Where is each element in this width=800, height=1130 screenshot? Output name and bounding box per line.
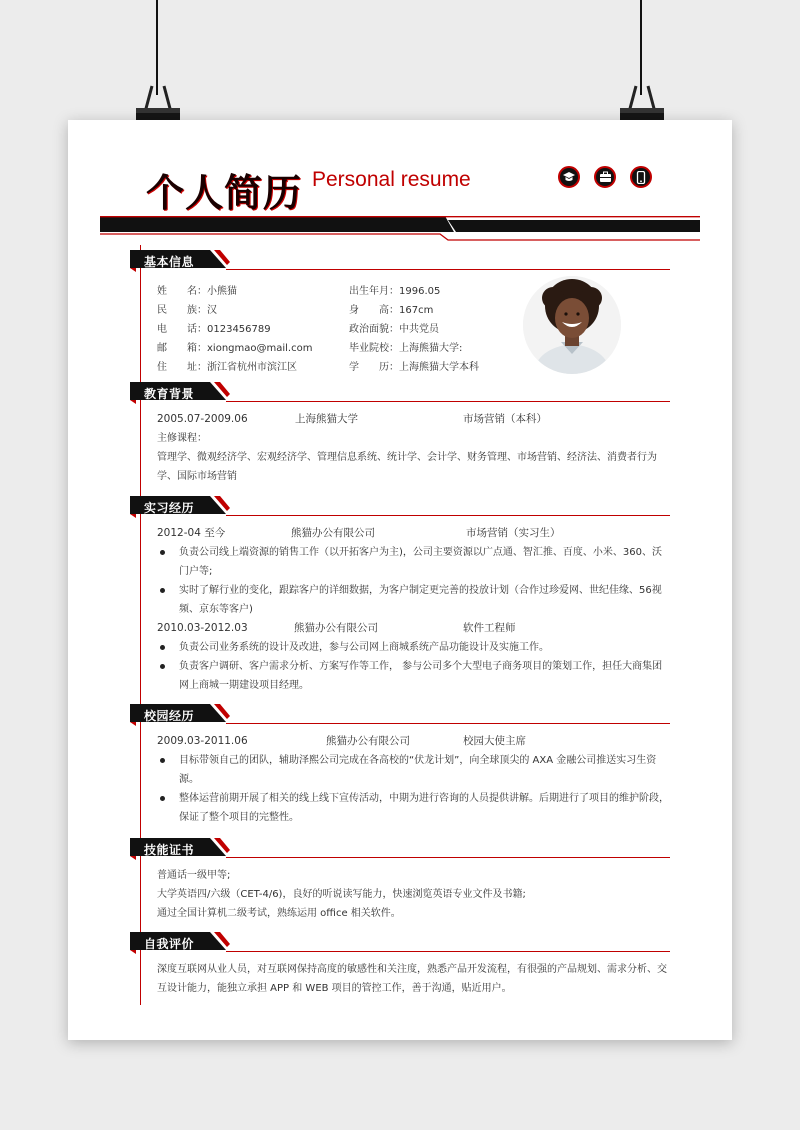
education-row (157, 410, 670, 429)
skill-line: 普通话一级甲等; (157, 870, 231, 881)
job-company: 熊猫办公有限公司 (291, 527, 375, 539)
hanger-wire-right (640, 0, 642, 95)
info-address: 住 址：浙江省杭州市滨江区 (157, 362, 297, 373)
header-band (100, 216, 700, 242)
info-name: 姓 名：小熊猫 (157, 286, 237, 297)
section-divider (226, 269, 670, 270)
title-chinese: 个人简历 (146, 170, 303, 215)
section-header (130, 932, 670, 954)
section-title: 校园经历 (144, 709, 195, 723)
section-divider (226, 951, 670, 952)
skill-line: 通过全国计算机二级考试，熟练运用 office 相关软件。 (157, 908, 401, 919)
avatar (523, 276, 621, 374)
section-header (130, 704, 670, 726)
section-header (130, 250, 670, 272)
info-height: 身 高：167cm (349, 305, 434, 316)
job-row (157, 619, 670, 638)
campus-role: 校园大使主席 (463, 735, 526, 747)
title-english: Personal resume (312, 168, 471, 191)
info-email: 邮 箱：xiongmao@mail.com (157, 343, 313, 354)
section-internship (130, 496, 670, 695)
info-school: 毕业院校：上海熊猫大学: (349, 343, 463, 354)
job-row (157, 524, 670, 543)
skill-line: 大学英语四/六级（CET-4/6)，良好的听说读写能力，快速浏览英语专业文件及书籍; (157, 889, 526, 900)
list-item: 负责公司业务系统的设计及改进，参与公司网上商城系统产品功能设计及实施工作。 (157, 638, 670, 657)
section-title: 教育背景 (144, 387, 195, 401)
section-campus (130, 704, 670, 827)
section-title: 实习经历 (144, 501, 195, 515)
campus-company: 熊猫办公有限公司 (326, 735, 410, 747)
section-title: 自我评价 (144, 937, 195, 951)
campus-period: 2009.03-2011.06 (157, 735, 248, 747)
job-period: 2010.03-2012.03 (157, 622, 248, 634)
info-political: 政治面貌：中共党员 (349, 324, 439, 335)
info-phone: 电 话：0123456789 (157, 324, 271, 335)
resume-paper (68, 120, 732, 1040)
self-evaluation-text: 深度互联网从业人员，对互联网保持高度的敏感性和关注度，熟悉产品开发流程，有很强的产品规划、需求分析、交互设计能力，能独立承担 APP 和 WEB 项目的管控工作，善于沟通，贴近用户。 (157, 964, 667, 994)
job-period: 2012-04 至今 (157, 527, 226, 539)
list-item: 目标带领自己的团队，辅助泽熙公司完成在各高校的“伏龙计划”，向全球顶尖的 AXA 金融公司推送实习生资源。 (157, 751, 670, 789)
mobile-phone-icon (630, 166, 652, 188)
section-title: 技能证书 (144, 843, 195, 857)
hanger-wire-left (156, 0, 158, 95)
courses-label: 主修课程： (157, 433, 207, 444)
list-item: 负责客户调研、客户需求分析、方案写作等工作， 参与公司多个大型电子商务项目的策划工作，担任大商集团网上商城一期建设项目经理。 (157, 657, 670, 695)
section-divider (226, 401, 670, 402)
education-major: 市场营销（本科） (463, 413, 547, 425)
section-divider (226, 515, 670, 516)
section-title: 基本信息 (144, 255, 195, 269)
courses-text: 管理学、微观经济学、宏观经济学、管理信息系统、统计学、会计学、财务管理、市场营销、经济法、消费者行为学、国际市场营销 (157, 452, 657, 482)
campus-row (157, 732, 670, 751)
info-degree: 学 历：上海熊猫大学本科 (349, 362, 479, 373)
briefcase-icon (594, 166, 616, 188)
graduation-cap-icon (558, 166, 580, 188)
job-role: 市场营销（实习生） (466, 527, 561, 539)
section-header (130, 496, 670, 518)
info-ethnicity: 民 族：汉 (157, 305, 217, 316)
info-birth: 出生年月：1996.05 (349, 286, 441, 297)
job-company: 熊猫办公有限公司 (294, 622, 378, 634)
section-self-evaluation (130, 932, 670, 998)
section-divider (226, 723, 670, 724)
education-school: 上海熊猫大学 (295, 413, 358, 425)
list-item: 实时了解行业的变化，跟踪客户的详细数据，为客户制定更完善的投放计划（合作过珍爱网、世纪佳缘、56视频、京东等客户) (157, 581, 670, 619)
education-period: 2005.07-2009.06 (157, 413, 248, 425)
section-header (130, 382, 670, 404)
section-header (130, 838, 670, 860)
list-item: 负责公司线上端资源的销售工作（以开拓客户为主)，公司主要资源以广点通、智汇推、百度、小米、360、沃门户等; (157, 543, 670, 581)
section-education (130, 382, 670, 486)
job-role: 软件工程师 (463, 622, 516, 634)
list-item: 整体运营前期开展了相关的线上线下宣传活动，中期为进行咨询的人员提供讲解。后期进行了项目的维护阶段，保证了整个项目的完整性。 (157, 789, 670, 827)
section-skills (130, 838, 670, 923)
header-icons (558, 166, 652, 188)
section-divider (226, 857, 670, 858)
